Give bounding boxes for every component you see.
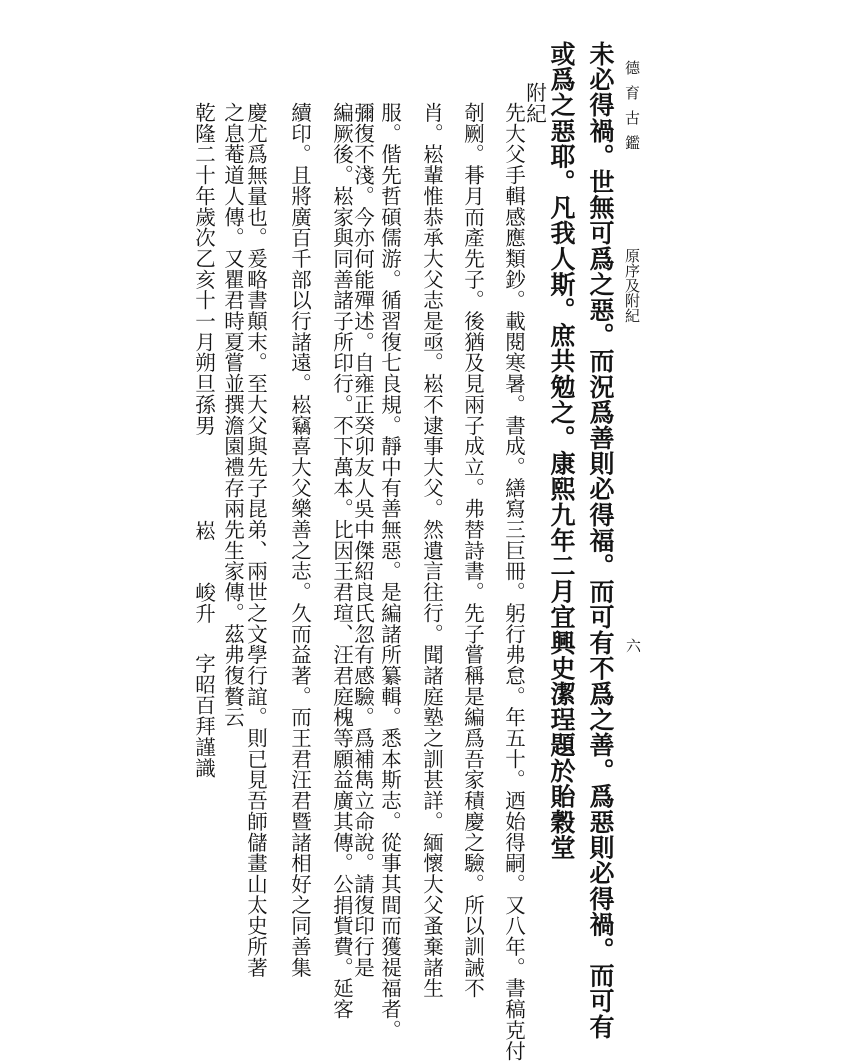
- signature-name-1: 崧: [191, 520, 216, 541]
- appendix-line-1: 先大父手輯感應類鈔。載閱寒暑。書成。繕寫三巨冊。躬行弗怠。年五十。迺始得嗣。又八年。書稿克付: [501, 102, 526, 1061]
- appendix-line-2: 剞劂。朞月而產先子。後猶及見兩子成立。弗替詩書。先子嘗稱是編爲吾家積慶之驗。所以訓誡不: [460, 102, 485, 999]
- appendix-line-5: 彌復不淺。今亦何能殫述。自雍正癸卯友人吳中傑紹良氏忽有感驗。爲補雋立命說。請復印行是: [350, 102, 375, 978]
- appendix-heading: 附紀: [522, 82, 547, 124]
- appendix-line-6: 編厥後。崧家與同善諸子所印行。不下萬本。比因王君瑄、汪君庭槐等願益廣其傳。公捐貲費。延客: [329, 102, 354, 1020]
- signature-name-2: 峻升: [191, 582, 216, 624]
- appendix-line-4: 服。偕先哲碩儒游。循習復七良規。靜中有善無惡。是編諸所纂輯。悉本斯志。從事其間而獲禔福者。: [377, 102, 402, 1041]
- appendix-line-3: 肖。崧輩惟恭承大父志是亟。崧不逮事大父。然遺言往行。聞諸庭塾之訓甚詳。緬懷大父蚤棄諸生: [419, 102, 444, 999]
- signature-date: 乾隆二十年歲次乙亥十一月朔旦孫男: [191, 102, 216, 436]
- book-title: 德育古鑑: [623, 60, 641, 160]
- appendix-line-9: 之息菴道人傳。又瞿君時夏嘗並撰澹園禮存兩先生家傳。茲弗復贅云: [220, 102, 245, 728]
- page-number: 六: [624, 638, 642, 653]
- preface-line-2: 或爲之惡耶。凡我人斯。庶共勉之。康熙九年二月宜興史潔珵題於貽穀堂: [547, 41, 576, 861]
- preface-line-1: 未必得禍。世無可爲之惡。而況爲善則必得福。而可有不爲之善。爲惡則必得禍。而可有: [586, 41, 615, 1040]
- appendix-line-7: 續印。且將廣百千部以行諸遠。崧竊喜大父樂善之志。久而益著。而王君汪君暨諸相好之同善集: [287, 102, 312, 978]
- appendix-line-8: 慶尤爲無量也。爰略書顛末。至大父與先子昆弟、兩世之文學行誼。則已見吾師儲畫山太史所著: [243, 102, 268, 978]
- section-title: 原序及附紀: [623, 248, 641, 323]
- signature-closing: 字昭百拜謹識: [191, 653, 216, 779]
